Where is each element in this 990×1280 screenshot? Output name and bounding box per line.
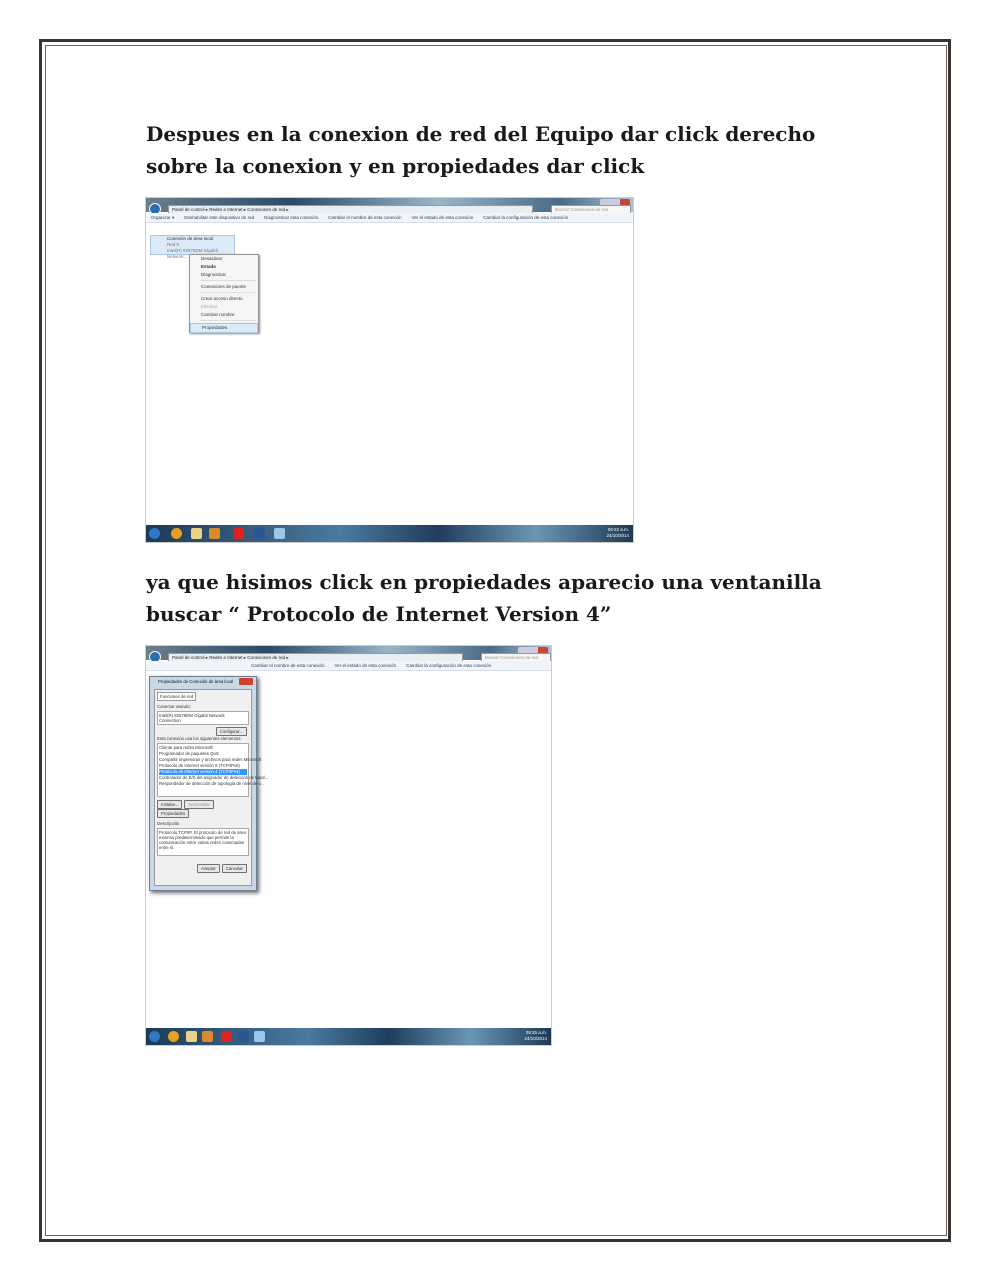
toolbar bbox=[146, 213, 633, 223]
menu-item-eliminar[interactable]: Eliminar bbox=[201, 304, 218, 309]
configure-button[interactable]: Configurar... bbox=[216, 727, 247, 736]
properties-button[interactable]: Propiedades bbox=[157, 809, 189, 818]
list-item[interactable]: Cliente para redes Microsoft bbox=[159, 745, 213, 750]
network-window-icon[interactable] bbox=[274, 528, 285, 539]
list-item[interactable]: Programador de paquetes QoS bbox=[159, 751, 219, 756]
start-button-icon[interactable] bbox=[149, 1031, 160, 1042]
media-player-icon[interactable] bbox=[202, 1031, 213, 1042]
taskbar bbox=[146, 1028, 551, 1045]
list-item-ipv4[interactable]: Protocolo de Internet versión 4 (TCP/IPv4) bbox=[159, 769, 247, 775]
folder-icon[interactable] bbox=[191, 528, 202, 539]
context-menu bbox=[189, 254, 259, 333]
avira-icon[interactable] bbox=[221, 1031, 232, 1042]
menu-item-crear-acceso[interactable]: Crear acceso directo bbox=[201, 296, 243, 301]
description-text: Protocolo TCP/IP. El protocolo de red de área extensa predeterminado que permite la comunicación entre varias redes conectadas entre sí. bbox=[157, 828, 249, 856]
avira-icon[interactable] bbox=[233, 528, 244, 539]
toolbar-rename[interactable]: Cambiar el nombre de esta conexión bbox=[251, 663, 325, 668]
install-button[interactable]: Instalar... bbox=[157, 800, 182, 809]
menu-item-conexiones-puente[interactable]: Conexiones de puente bbox=[201, 284, 247, 289]
system-clock[interactable]: 09:22 a.m. 24/10/2014 bbox=[606, 527, 629, 538]
network-window-icon[interactable] bbox=[254, 1031, 265, 1042]
screenshot-network-connections bbox=[145, 197, 634, 543]
connection-name: Conexión de área local bbox=[167, 236, 214, 241]
ok-button[interactable]: Aceptar bbox=[197, 864, 220, 873]
dialog-title: Propiedades de Conexión de área local bbox=[158, 679, 234, 684]
word-icon[interactable] bbox=[238, 1031, 249, 1042]
toolbar-status[interactable]: Ver el estado de esta conexión bbox=[334, 663, 397, 668]
word-icon[interactable] bbox=[254, 528, 265, 539]
list-item[interactable]: Protocolo de Internet versión 6 (TCP/IPv6) bbox=[159, 763, 240, 768]
folder-icon[interactable] bbox=[186, 1031, 197, 1042]
menu-item-estado[interactable]: Estado bbox=[201, 264, 217, 269]
search-input[interactable]: Buscar Conexiones de red bbox=[481, 653, 551, 662]
connection-network: Red 5 bbox=[167, 242, 180, 247]
address-bar[interactable]: Panel de control ▸ Redes e Internet ▸ Conexiones de red ▸ bbox=[168, 653, 463, 662]
components-list bbox=[157, 743, 269, 797]
properties-dialog bbox=[149, 676, 269, 891]
chrome-icon[interactable] bbox=[171, 528, 182, 539]
system-clock[interactable]: 09:25 a.m. 24/10/2014 bbox=[524, 1030, 547, 1041]
description-label: Descripción bbox=[157, 821, 180, 826]
toolbar-change-settings[interactable]: Cambiar la configuración de esta conexión bbox=[406, 663, 492, 668]
adapter-field: Intel(R) 82579DM Gigabit Network Connection bbox=[157, 711, 249, 725]
toolbar-disable[interactable]: Deshabilitar este dispositivo de red bbox=[184, 215, 255, 220]
menu-item-diagnosticar[interactable]: Diagnosticar bbox=[201, 272, 227, 277]
screenshot-properties-dialog bbox=[145, 645, 552, 1046]
connect-using-label: Conectar usando: bbox=[157, 704, 191, 709]
media-player-icon[interactable] bbox=[209, 528, 220, 539]
search-input[interactable]: Buscar Conexiones de red bbox=[551, 205, 631, 214]
connection-adapter: Intel(R) 82579DM Gigabit Network... bbox=[167, 248, 219, 259]
list-item[interactable]: Compartir impresoras y archivos para redes Microsoft bbox=[159, 757, 262, 762]
chrome-icon[interactable] bbox=[168, 1031, 179, 1042]
toolbar-rename[interactable]: Cambiar el nombre de esta conexión bbox=[328, 215, 402, 220]
instruction-heading-1: Despues en la conexion de red del Equipo dar click derecho sobre la conexion y en propiedades dar click bbox=[146, 122, 816, 178]
list-item[interactable]: Respondedor de detección de topología de nivel de v... bbox=[159, 781, 264, 786]
toolbar-diagnose[interactable]: Diagnosticar esta conexión bbox=[264, 215, 319, 220]
close-button[interactable] bbox=[239, 678, 253, 685]
instruction-heading-2: ya que hisimos click en propiedades aparecio una ventanilla buscar “ Protocolo de Internet Version 4” bbox=[146, 570, 822, 626]
tab-networking[interactable]: Funciones de red bbox=[157, 692, 196, 701]
list-item[interactable]: Controlador de E/S del asignador de detección de topol... bbox=[159, 775, 269, 780]
toolbar-organize[interactable]: Organizar ▾ bbox=[151, 215, 175, 220]
toolbar bbox=[146, 661, 551, 671]
menu-item-propiedades[interactable]: Propiedades bbox=[190, 323, 258, 333]
cancel-button[interactable]: Cancelar bbox=[222, 864, 247, 873]
taskbar bbox=[146, 525, 633, 542]
address-bar[interactable]: Panel de control ▸ Redes e Internet ▸ Conexiones de red ▸ bbox=[168, 205, 533, 214]
items-label: Esta conexión usa los siguientes elementos: bbox=[157, 736, 242, 741]
menu-item-cambiar-nombre[interactable]: Cambiar nombre bbox=[201, 312, 235, 317]
toolbar-change-settings[interactable]: Cambiar la configuración de esta conexión bbox=[483, 215, 569, 220]
uninstall-button[interactable]: Desinstalar bbox=[184, 800, 214, 809]
start-button-icon[interactable] bbox=[149, 528, 160, 539]
menu-item-desactivar[interactable]: Desactivar bbox=[201, 256, 223, 261]
toolbar-status[interactable]: Ver el estado de esta conexión bbox=[411, 215, 474, 220]
